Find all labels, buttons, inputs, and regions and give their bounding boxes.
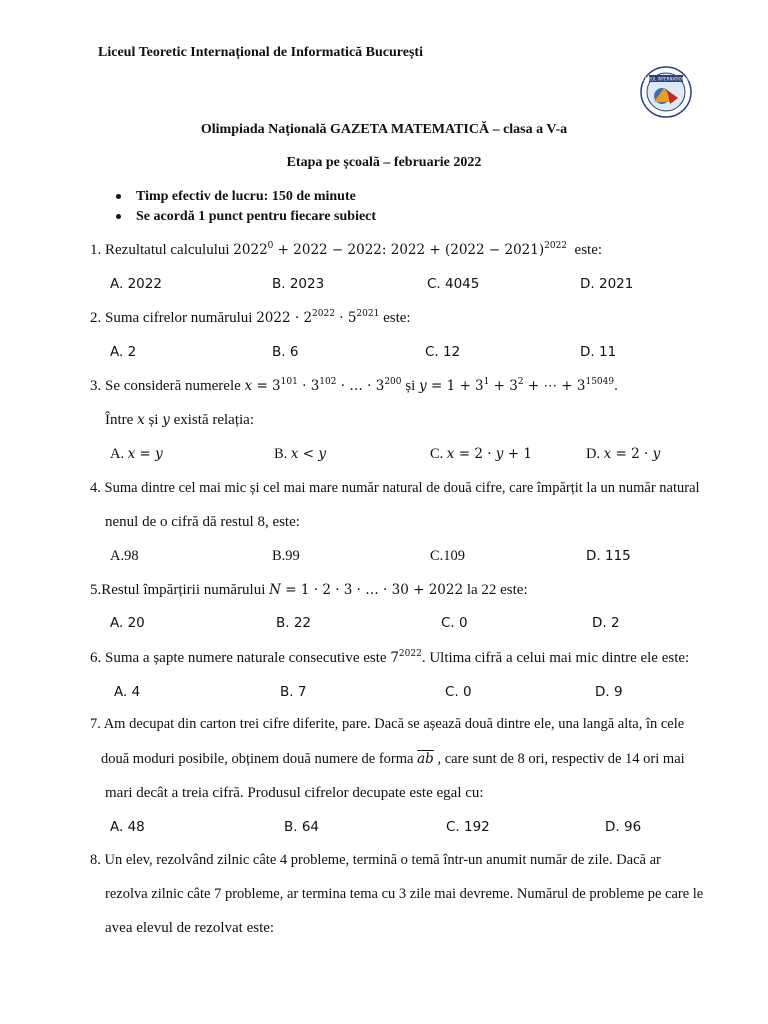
- option-a: A.98: [110, 548, 139, 564]
- option-b: B. x < y: [274, 446, 326, 462]
- question-5-options: [0, 615, 768, 635]
- option-c: C. 0: [445, 684, 472, 700]
- question-6-options: [0, 684, 768, 704]
- option-a: A. 48: [110, 819, 145, 835]
- school-name: Liceul Teoretic Internațional de Informatică București: [98, 45, 423, 60]
- option-c: C. 4045: [427, 276, 480, 292]
- question-4-options: [0, 548, 768, 568]
- question-1-options: [0, 276, 768, 296]
- option-b: B.99: [272, 548, 300, 564]
- option-d: D. 115: [586, 548, 631, 564]
- q3-expression-y: $y = 1 + 3^1 + 3^2$ + ⋯ + $3^{15049}$: [419, 377, 615, 394]
- question-4: 4. Suma dintre cel mai mic și cel mai mare număr natural de două cifre, care împărțit la un număr natural: [90, 480, 700, 496]
- option-d: D. 11: [580, 344, 617, 360]
- rule-item: Timp efectiv de lucru: 150 de minute: [112, 187, 376, 207]
- question-8: 8. Un elev, rezolvând zilnic câte 4 probleme, termină o temă într-un anumit număr de zile. Dacă ar: [90, 852, 661, 868]
- question-7: 7. Am decupat din carton trei cifre diferite, pare. Dacă se așează două dintre ele, una langă alta, în cele: [90, 716, 685, 732]
- question-8-line-2: rezolva zilnic câte 7 probleme, ar termina tema cu 3 zile mai devreme. Numărul de probleme pe care le: [105, 886, 704, 902]
- svg-text:LICEUL INTERNAȚIONAL: LICEUL INTERNAȚIONAL: [642, 76, 690, 82]
- option-b: B. 7: [280, 684, 307, 700]
- option-c: C. x = 2 · y + 1: [430, 446, 532, 462]
- question-2-options: [0, 344, 768, 364]
- rules-list: [112, 187, 376, 227]
- olympiad-title: Olimpiada Națională GAZETA MATEMATICĂ – clasa a V-a: [200, 122, 568, 137]
- option-c: C. 12: [425, 344, 461, 360]
- option-a: A. 2022: [110, 276, 162, 292]
- option-d: D. 2: [592, 615, 620, 631]
- option-a: A. 2: [110, 344, 137, 360]
- question-3: 3. Se consideră numerele $x = 3^{101} \cdot 3^{102}$ · … · $3^{200}$ și $y = 1 + 3^1 + 3^2$ + ⋯ + $3^{15049}$.: [90, 377, 618, 394]
- school-logo-icon: [640, 66, 692, 118]
- option-c: C.109: [430, 548, 466, 564]
- option-d: D. x = 2 · y: [586, 446, 661, 462]
- q5-expression: N = 1 · 2 · 3 · … · 30 + 2022: [269, 582, 464, 598]
- question-7-options: [0, 819, 768, 839]
- question-5: 5.Restul împărțirii numărului N = 1 · 2 · 3 · … · 30 + 2022 la 22 este:: [90, 582, 528, 598]
- option-d: D. 96: [605, 819, 642, 835]
- stage-title: Etapa pe școală – februarie 2022: [286, 155, 482, 170]
- option-d: D. 2021: [580, 276, 634, 292]
- question-6: 6. Suma a șapte numere naturale consecutive este $7^{2022}$. Ultima cifră a celui mai mic dintre ele este:: [90, 649, 690, 666]
- q6-expression: $7^{2022}$: [390, 649, 422, 666]
- question-3-line-2: Între x și y există relația:: [105, 412, 254, 428]
- question-2: 2. Suma cifrelor numărului $2022 \cdot 2^{2022} \cdot 5^{2021}$ este:: [90, 309, 411, 326]
- option-a: A. x = y: [110, 446, 163, 462]
- option-b: B. 22: [276, 615, 312, 631]
- option-c: C. 192: [446, 819, 490, 835]
- question-7-line-3: mari decât a treia cifră. Produsul cifrelor decupate este egal cu:: [105, 785, 484, 801]
- option-a: A. 4: [114, 684, 141, 700]
- question-7-line-2: două moduri posibile, obținem două numere de forma $\overline{ab}$ , care sunt de 8 ori, respectiv de 14 ori mai: [101, 751, 685, 767]
- option-d: D. 9: [595, 684, 623, 700]
- option-a: A. 20: [110, 615, 145, 631]
- question-3-options: [0, 446, 768, 466]
- option-b: B. 6: [272, 344, 299, 360]
- rule-item: Se acordă 1 punct pentru fiecare subiect: [112, 207, 376, 227]
- q3-expression-x: $x = 3^{101} \cdot 3^{102}$ · … · $3^{200}$: [244, 377, 402, 394]
- q1-expression: $2022^0 + 2022 - 2022$: $2022 + (2022 - 2021)^{2022}$: [233, 241, 568, 258]
- q7-number-ab: $\overline{ab}$: [417, 751, 434, 767]
- question-4-line-2: nenul de o cifră dă restul 8, este:: [105, 514, 300, 530]
- question-1: 1. Rezultatul calculului $2022^0 + 2022 - 2022$: $2022 + (2022 - 2021)^{2022}$ este:: [90, 241, 603, 258]
- option-c: C. 0: [441, 615, 468, 631]
- option-b: B. 2023: [272, 276, 325, 292]
- q2-expression: $2022 \cdot 2^{2022} \cdot 5^{2021}$: [256, 309, 380, 326]
- option-b: B. 64: [284, 819, 320, 835]
- question-8-line-3: avea elevul de rezolvat este:: [105, 920, 275, 936]
